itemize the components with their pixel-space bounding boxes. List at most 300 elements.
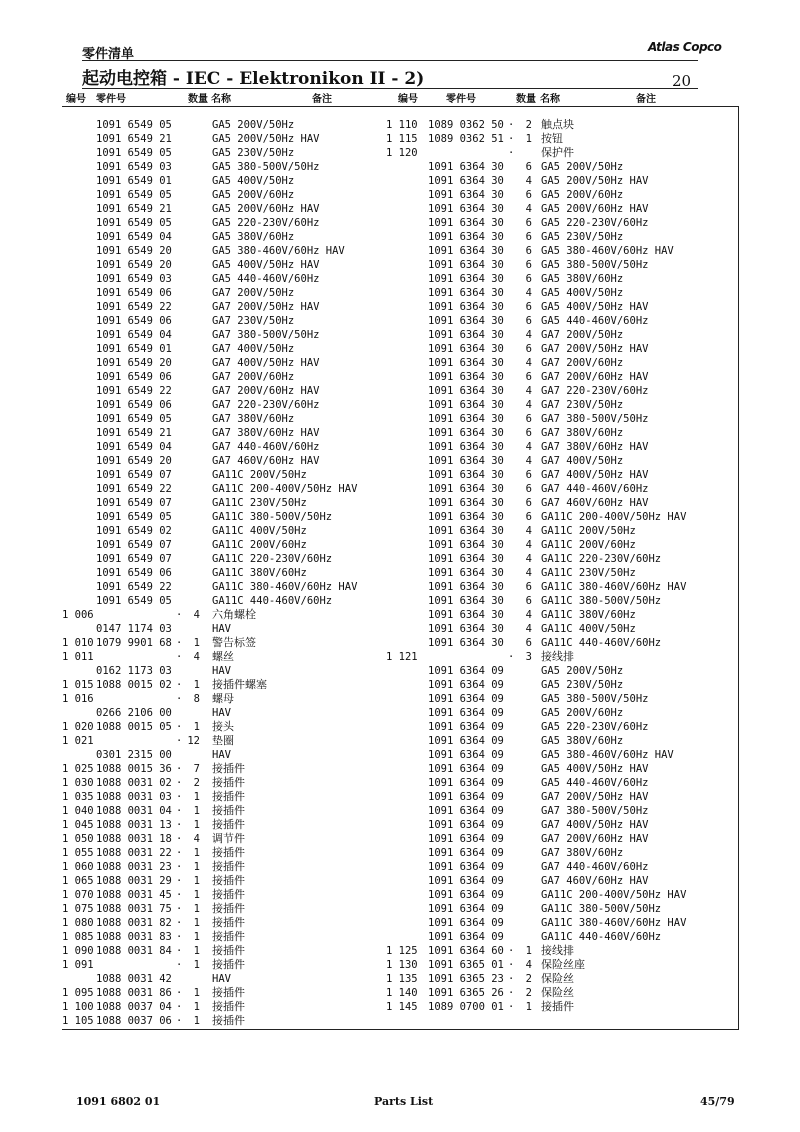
header-rule-top [82, 60, 698, 61]
cell-dot: · [176, 651, 183, 663]
cell-desc: 接插件 [212, 986, 245, 999]
cell-part: 1088 0031 02 [96, 777, 172, 789]
cell-qty: 1 [193, 847, 200, 859]
cell-pos: 1 020 [62, 721, 94, 733]
cell-desc: 接插件 [212, 818, 245, 831]
cell-desc: GA5 400V/50Hz HAV [212, 259, 320, 271]
cell-part: 1091 6549 05 [96, 189, 172, 201]
cell-pos: 1 145 [386, 1001, 418, 1013]
cell-desc: GA5 200V/50Hz HAV [212, 133, 320, 145]
cell-part: 1091 6364 09 [428, 749, 504, 761]
cell-desc: GA5 380V/60Hz [212, 231, 295, 243]
cell-dot: · [176, 679, 183, 691]
col-header-remark-left: 备注 [312, 94, 332, 105]
cell-qty: 1 [193, 637, 200, 649]
cell-part: 1091 6549 06 [96, 567, 172, 579]
cell-dot: · [176, 609, 183, 621]
cell-part: 1091 6364 30 [428, 637, 504, 649]
cell-part: 1091 6364 09 [428, 763, 504, 775]
header-rule-bottom [62, 106, 738, 107]
cell-desc: HAV [212, 749, 231, 761]
col-header-remark-right: 备注 [636, 94, 656, 105]
cell-pos: 1 095 [62, 987, 94, 999]
cell-desc: GA11C 220-230V/60Hz [541, 553, 662, 565]
cell-desc: 接插件螺塞 [212, 678, 267, 691]
col-header-pos-right: 编号 [398, 94, 418, 105]
cell-desc: GA5 380-460V/60Hz HAV [212, 245, 345, 257]
cell-desc: HAV [212, 973, 231, 985]
cell-desc: GA7 400V/50Hz HAV [541, 819, 649, 831]
cell-qty: 1 [193, 931, 200, 943]
cell-desc: GA5 380V/60Hz [541, 735, 624, 747]
cell-part: 1091 6549 06 [96, 315, 172, 327]
cell-part: 1091 6364 30 [428, 455, 504, 467]
cell-part: 1079 9901 68 [96, 637, 172, 649]
cell-qty: 2 [525, 119, 532, 131]
cell-desc: GA7 200V/60Hz HAV [541, 371, 649, 383]
cell-part: 1091 6549 05 [96, 147, 172, 159]
cell-part: 1091 6364 30 [428, 301, 504, 313]
cell-part: 1091 6549 22 [96, 301, 172, 313]
cell-qty: 3 [525, 651, 532, 663]
cell-desc: GA11C 440-460V/60Hz [212, 595, 333, 607]
cell-qty: 2 [193, 777, 200, 789]
cell-dot: · [176, 805, 183, 817]
cell-qty: 4 [193, 609, 200, 621]
cell-desc: 接插件 [212, 930, 245, 943]
cell-desc: GA5 200V/60Hz [541, 189, 624, 201]
cell-part: 1091 6549 20 [96, 455, 172, 467]
cell-desc: GA7 380-500V/50Hz [212, 329, 320, 341]
cell-desc: 接插件 [541, 1000, 574, 1013]
cell-desc: GA7 220-230V/60Hz [541, 385, 649, 397]
cell-part: 1089 0362 51 [428, 133, 504, 145]
cell-pos: 1 010 [62, 637, 94, 649]
cell-part: 1091 6364 60 [428, 945, 504, 957]
cell-dot: · [176, 791, 183, 803]
cell-part: 1091 6549 20 [96, 245, 172, 257]
cell-part: 1091 6364 30 [428, 441, 504, 453]
cell-desc: GA7 440-460V/60Hz [212, 441, 320, 453]
cell-pos: 1 110 [386, 119, 418, 131]
cell-pos: 1 055 [62, 847, 94, 859]
cell-qty: 6 [525, 231, 532, 243]
cell-dot: · [176, 777, 183, 789]
col-header-qty-right: 数量 [516, 94, 536, 105]
cell-qty: 1 [193, 987, 200, 999]
cell-desc: GA11C 230V/50Hz [212, 497, 307, 509]
cell-qty: 6 [525, 469, 532, 481]
cell-qty: 1 [193, 875, 200, 887]
cell-desc: GA5 220-230V/60Hz [212, 217, 320, 229]
cell-dot: · [176, 861, 183, 873]
cell-part: 1091 6364 30 [428, 483, 504, 495]
cell-part: 1091 6364 30 [428, 511, 504, 523]
cell-qty: 6 [525, 427, 532, 439]
cell-qty: 1 [193, 861, 200, 873]
cell-qty: 4 [525, 203, 532, 215]
cell-desc: 六角螺栓 [212, 608, 256, 621]
cell-part: 1091 6364 09 [428, 777, 504, 789]
cell-qty: 4 [525, 357, 532, 369]
cell-desc: GA5 230V/50Hz [541, 679, 624, 691]
cell-part: 1091 6549 05 [96, 119, 172, 131]
cell-dot: · [176, 735, 183, 747]
cell-desc: GA5 230V/50Hz [541, 231, 624, 243]
cell-desc: 接插件 [212, 958, 245, 971]
cell-part: 1091 6364 30 [428, 329, 504, 341]
cell-desc: 触点块 [541, 118, 574, 131]
cell-part: 1091 6364 30 [428, 567, 504, 579]
footer-doc-number: 1091 6802 01 [76, 1095, 161, 1108]
col-header-name-right: 名称 [540, 94, 560, 105]
cell-dot: · [176, 693, 183, 705]
cell-qty: 6 [525, 217, 532, 229]
cell-desc: GA7 380V/60Hz [212, 413, 295, 425]
cell-dot: · [176, 889, 183, 901]
col-header-pos-left: 编号 [66, 94, 86, 105]
cell-part: 1091 6549 02 [96, 525, 172, 537]
cell-qty: 4 [525, 175, 532, 187]
cell-pos: 1 090 [62, 945, 94, 957]
cell-desc: 螺丝 [212, 650, 234, 663]
cell-desc: GA7 380V/60Hz HAV [541, 441, 649, 453]
cell-desc: GA11C 200V/50Hz [541, 525, 636, 537]
cell-qty: 1 [525, 1001, 532, 1013]
cell-dot: · [176, 637, 183, 649]
section-label: 零件清单 [82, 47, 135, 62]
cell-qty: 12 [187, 735, 200, 747]
cell-desc: GA7 200V/60Hz HAV [541, 833, 649, 845]
cell-part: 1088 0031 75 [96, 903, 172, 915]
cell-desc: GA11C 440-460V/60Hz [541, 637, 662, 649]
cell-part: 1088 0031 04 [96, 805, 172, 817]
cell-part: 1091 6364 09 [428, 707, 504, 719]
cell-desc: 螺母 [212, 692, 234, 705]
cell-desc: GA5 200V/60Hz [541, 707, 624, 719]
cell-qty: 6 [525, 581, 532, 593]
cell-desc: 接插件 [212, 888, 245, 901]
cell-part: 1088 0031 84 [96, 945, 172, 957]
cell-part: 1091 6549 05 [96, 413, 172, 425]
cell-part: 1091 6364 09 [428, 861, 504, 873]
cell-part: 1091 6364 30 [428, 525, 504, 537]
cell-desc: GA11C 400V/50Hz [212, 525, 307, 537]
cell-part: 1091 6364 30 [428, 385, 504, 397]
cell-part: 1088 0031 22 [96, 847, 172, 859]
cell-part: 0301 2315 00 [96, 749, 172, 761]
cell-pos: 1 021 [62, 735, 94, 747]
cell-qty: 4 [525, 455, 532, 467]
cell-desc: 接插件 [212, 902, 245, 915]
cell-desc: 调节件 [212, 832, 245, 845]
cell-desc: GA7 380V/60Hz HAV [212, 427, 320, 439]
cell-desc: GA7 200V/50Hz [541, 329, 624, 341]
cell-pos: 1 080 [62, 917, 94, 929]
cell-qty: 4 [525, 525, 532, 537]
cell-desc: GA7 200V/60Hz HAV [212, 385, 320, 397]
cell-pos: 1 075 [62, 903, 94, 915]
cell-part: 1091 6549 06 [96, 287, 172, 299]
cell-dot: · [176, 833, 183, 845]
cell-qty: 1 [525, 945, 532, 957]
cell-desc: GA7 400V/50Hz [541, 455, 624, 467]
cell-desc: GA5 200V/60Hz HAV [541, 203, 649, 215]
cell-desc: GA11C 380-500V/50Hz [541, 595, 662, 607]
cell-qty: 4 [193, 833, 200, 845]
cell-desc: GA11C 380-500V/50Hz [212, 511, 333, 523]
cell-part: 1089 0700 01 [428, 1001, 504, 1013]
cell-desc: GA5 440-460V/60Hz [212, 273, 320, 285]
cell-desc: 接线排 [541, 650, 574, 663]
cell-desc: GA11C 400V/50Hz [541, 623, 636, 635]
cell-qty: 6 [525, 301, 532, 313]
col-header-part-right: 零件号 [446, 94, 476, 105]
cell-qty: 1 [193, 721, 200, 733]
cell-part: 0162 1173 03 [96, 665, 172, 677]
cell-desc: GA5 200V/60Hz HAV [212, 203, 320, 215]
cell-dot: · [176, 917, 183, 929]
cell-part: 1091 6549 01 [96, 175, 172, 187]
cell-part: 1091 6549 04 [96, 231, 172, 243]
cell-desc: GA7 200V/50Hz HAV [541, 343, 649, 355]
cell-part: 1089 0362 50 [428, 119, 504, 131]
cell-part: 1091 6549 03 [96, 161, 172, 173]
cell-part: 1091 6549 07 [96, 497, 172, 509]
cell-qty: 2 [525, 973, 532, 985]
cell-dot: · [176, 721, 183, 733]
cell-pos: 1 045 [62, 819, 94, 831]
cell-part: 1088 0015 02 [96, 679, 172, 691]
cell-part: 1088 0031 03 [96, 791, 172, 803]
cell-qty: 6 [525, 413, 532, 425]
cell-desc: GA7 380V/60Hz [541, 427, 624, 439]
cell-part: 1088 0031 86 [96, 987, 172, 999]
atlas-copco-logo: Atlas Copco [648, 40, 722, 54]
cell-part: 1091 6364 30 [428, 315, 504, 327]
cell-desc: GA5 220-230V/60Hz [541, 217, 649, 229]
cell-part: 1091 6549 03 [96, 273, 172, 285]
cell-qty: 1 [525, 133, 532, 145]
cell-part: 1091 6549 21 [96, 203, 172, 215]
cell-dot: · [508, 959, 515, 971]
cell-part: 1091 6364 30 [428, 371, 504, 383]
page-title: 起动电控箱 - IEC - Elektronikon II - 2) [82, 69, 425, 89]
cell-pos: 1 121 [386, 651, 418, 663]
cell-desc: 接插件 [212, 916, 245, 929]
cell-part: 0147 1174 03 [96, 623, 172, 635]
cell-pos: 1 120 [386, 147, 418, 159]
cell-desc: GA5 380-500V/50Hz [212, 161, 320, 173]
cell-pos: 1 125 [386, 945, 418, 957]
cell-part: 1091 6364 30 [428, 245, 504, 257]
cell-desc: GA5 200V/50Hz [541, 161, 624, 173]
cell-part: 1091 6364 09 [428, 903, 504, 915]
cell-desc: GA7 380-500V/50Hz [541, 805, 649, 817]
cell-part: 1091 6364 30 [428, 413, 504, 425]
cell-pos: 1 140 [386, 987, 418, 999]
cell-desc: 接插件 [212, 1014, 245, 1027]
cell-qty: 6 [525, 637, 532, 649]
cell-desc: GA5 440-460V/60Hz [541, 315, 649, 327]
cell-desc: GA7 400V/50Hz HAV [212, 357, 320, 369]
cell-part: 1091 6364 09 [428, 721, 504, 733]
cell-desc: GA5 200V/50Hz [541, 665, 624, 677]
cell-qty: 6 [525, 595, 532, 607]
cell-desc: GA7 200V/60Hz [541, 357, 624, 369]
cell-qty: 6 [525, 259, 532, 271]
col-header-name-left: 名称 [211, 94, 231, 105]
cell-qty: 6 [525, 483, 532, 495]
cell-part: 1091 6549 05 [96, 217, 172, 229]
footer-label: Parts List [374, 1095, 434, 1108]
cell-part: 1088 0031 45 [96, 889, 172, 901]
cell-dot: · [508, 973, 515, 985]
cell-desc: GA7 400V/50Hz HAV [541, 469, 649, 481]
cell-dot: · [508, 1001, 515, 1013]
cell-dot: · [176, 959, 183, 971]
cell-part: 1091 6364 30 [428, 343, 504, 355]
cell-desc: 接头 [212, 720, 234, 733]
cell-dot: · [176, 1015, 183, 1027]
cell-part: 1088 0031 83 [96, 931, 172, 943]
table-right-rule [738, 106, 739, 1030]
cell-qty: 6 [525, 189, 532, 201]
figure-number: 20 [672, 72, 692, 90]
cell-part: 1091 6365 26 [428, 987, 504, 999]
cell-desc: 接插件 [212, 874, 245, 887]
cell-desc: 接插件 [212, 944, 245, 957]
cell-part: 1091 6549 07 [96, 553, 172, 565]
col-header-qty-left: 数量 [188, 94, 208, 105]
cell-pos: 1 105 [62, 1015, 94, 1027]
cell-part: 1091 6549 06 [96, 371, 172, 383]
cell-qty: 4 [525, 959, 532, 971]
cell-qty: 6 [525, 161, 532, 173]
cell-desc: GA7 380V/60Hz [541, 847, 624, 859]
cell-qty: 4 [525, 441, 532, 453]
cell-part: 1091 6549 07 [96, 539, 172, 551]
cell-desc: GA7 460V/60Hz HAV [541, 875, 649, 887]
cell-part: 1091 6364 09 [428, 791, 504, 803]
cell-qty: 4 [525, 385, 532, 397]
cell-part: 1091 6364 30 [428, 427, 504, 439]
cell-desc: GA7 230V/50Hz [541, 399, 624, 411]
cell-desc: 保护件 [541, 146, 574, 159]
cell-part: 1091 6364 09 [428, 679, 504, 691]
cell-qty: 8 [193, 693, 200, 705]
cell-desc: 保险丝 [541, 972, 574, 985]
cell-qty: 4 [193, 651, 200, 663]
cell-qty: 6 [525, 497, 532, 509]
cell-pos: 1 091 [62, 959, 94, 971]
cell-qty: 6 [525, 273, 532, 285]
cell-pos: 1 135 [386, 973, 418, 985]
cell-desc: GA5 440-460V/60Hz [541, 777, 649, 789]
cell-part: 1091 6364 30 [428, 203, 504, 215]
cell-qty: 1 [193, 903, 200, 915]
cell-part: 0266 2106 00 [96, 707, 172, 719]
cell-pos: 1 015 [62, 679, 94, 691]
cell-qty: 6 [525, 315, 532, 327]
cell-part: 1091 6549 22 [96, 385, 172, 397]
cell-qty: 6 [525, 343, 532, 355]
cell-part: 1091 6549 05 [96, 511, 172, 523]
cell-dot: · [176, 903, 183, 915]
cell-desc: GA11C 200-400V/50Hz HAV [212, 483, 358, 495]
cell-desc: 接线排 [541, 944, 574, 957]
cell-part: 1091 6364 09 [428, 819, 504, 831]
cell-pos: 1 130 [386, 959, 418, 971]
cell-desc: GA5 400V/50Hz [212, 175, 295, 187]
cell-part: 1091 6364 09 [428, 693, 504, 705]
cell-part: 1091 6364 09 [428, 847, 504, 859]
cell-part: 1091 6364 09 [428, 875, 504, 887]
cell-part: 1091 6364 09 [428, 665, 504, 677]
cell-qty: 1 [193, 945, 200, 957]
cell-dot: · [508, 133, 515, 145]
cell-part: 1091 6364 30 [428, 399, 504, 411]
cell-desc: GA7 220-230V/60Hz [212, 399, 320, 411]
cell-part: 1091 6549 21 [96, 133, 172, 145]
cell-desc: GA7 440-460V/60Hz [541, 861, 649, 873]
cell-desc: GA7 200V/50Hz [212, 287, 295, 299]
cell-part: 1088 0015 05 [96, 721, 172, 733]
cell-desc: 保险丝 [541, 986, 574, 999]
cell-desc: GA11C 200V/60Hz [541, 539, 636, 551]
cell-part: 1091 6364 30 [428, 189, 504, 201]
cell-desc: GA7 440-460V/60Hz [541, 483, 649, 495]
cell-desc: GA7 200V/50Hz HAV [541, 791, 649, 803]
cell-part: 1091 6364 09 [428, 889, 504, 901]
cell-part: 1088 0031 23 [96, 861, 172, 873]
cell-qty: 1 [193, 679, 200, 691]
cell-desc: HAV [212, 665, 231, 677]
cell-desc: GA11C 380V/60Hz [212, 567, 307, 579]
cell-qty: 1 [193, 959, 200, 971]
cell-part: 1091 6549 06 [96, 399, 172, 411]
cell-qty: 4 [525, 329, 532, 341]
cell-part: 1091 6549 04 [96, 329, 172, 341]
cell-dot: · [176, 847, 183, 859]
cell-desc: GA7 460V/60Hz HAV [212, 455, 320, 467]
cell-desc: GA7 200V/50Hz HAV [212, 301, 320, 313]
table-bottom-rule [62, 1029, 738, 1030]
cell-pos: 1 060 [62, 861, 94, 873]
cell-part: 1091 6364 30 [428, 609, 504, 621]
cell-desc: GA11C 380-460V/60Hz HAV [212, 581, 358, 593]
cell-dot: · [176, 987, 183, 999]
cell-desc: GA5 380-460V/60Hz HAV [541, 245, 674, 257]
cell-desc: GA11C 200V/50Hz [212, 469, 307, 481]
cell-part: 1091 6365 23 [428, 973, 504, 985]
cell-desc: GA5 200V/50Hz [212, 119, 295, 131]
cell-desc: GA5 200V/50Hz HAV [541, 175, 649, 187]
header-rule-middle [82, 88, 698, 89]
cell-part: 1091 6364 09 [428, 735, 504, 747]
cell-part: 1088 0031 29 [96, 875, 172, 887]
cell-desc: GA5 400V/50Hz [541, 287, 624, 299]
cell-pos: 1 006 [62, 609, 94, 621]
cell-qty: 4 [525, 553, 532, 565]
cell-part: 1091 6364 09 [428, 805, 504, 817]
cell-desc: HAV [212, 623, 231, 635]
cell-desc: 按钮 [541, 132, 563, 145]
cell-part: 1091 6549 22 [96, 483, 172, 495]
cell-desc: GA11C 200-400V/50Hz HAV [541, 889, 687, 901]
cell-pos: 1 025 [62, 763, 94, 775]
cell-desc: GA5 220-230V/60Hz [541, 721, 649, 733]
